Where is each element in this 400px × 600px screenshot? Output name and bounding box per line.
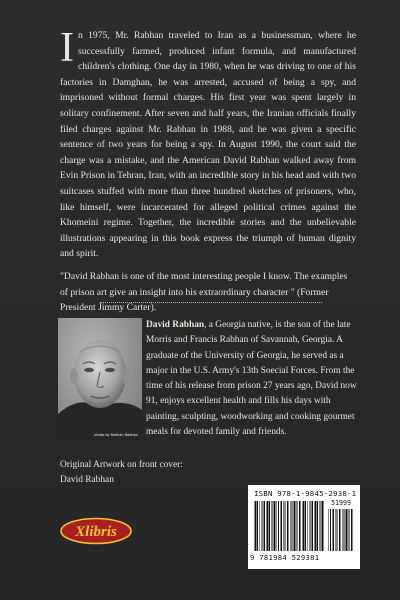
barcode-bar (254, 501, 255, 551)
barcode-bar (349, 509, 350, 551)
barcode-bar (278, 501, 279, 551)
barcode-bar (294, 501, 296, 551)
barcode-bar (317, 501, 319, 551)
synopsis-text: n 1975, Mr. Rabhan traveled to Iran as a businessman, where he successfully farmed, produced infant formula, and manufactured children's clothing. One day in 1980, when he was driving to one of his factories in Damghan, he was arrested, accused of being a spy, and imprisoned without formal charges. His first year was spent largely in solitary confinement. After seven and half years, the Iranian officials finally filed charges against Mr. Rabhan in 1988, and he was given a specific sentence of two years for being a spy. In August 1990, the court said the charge was a mistake, and the American David Rabhan walked away from Evin Prison in Tehran, Iran, with an incredible story in his head and with two suitcases stuffed with more than three hundred sketches of prisoners, who, like himself, were incarcerated for alleged political crimes against the Khomeini regime. Together, the incredible stories and the unbelievable illustrations appearing in this book express the triumph of human dignity and spirit. (60, 30, 356, 260)
barcode-bar (264, 501, 266, 551)
barcode-bar (273, 501, 274, 551)
barcode-bar (299, 501, 301, 551)
author-portrait-icon (58, 318, 142, 440)
barcode-bar (262, 501, 263, 551)
barcode-bar (257, 501, 259, 551)
endorsement-quote: "David Rabhan is one of the most interesting people I know. The examples of prison art give an insight into his extraordinary character " (Former President Jimmy Carter). (60, 271, 348, 313)
barcode-bar (315, 501, 316, 551)
synopsis-paragraph (60, 25, 356, 262)
author-bio (146, 318, 358, 440)
author-bio-text: , a Georgia native, is the son of the late Morris and Francis Rabhan of Savannah, Georgia. A graduate of the University of Georgia, he served as a major in the U.S. Army's 13th Soecial Forces. From the time of his release from prison 27 years ago, David now 91, enjoys excellent health and fills his days with painting, sculpting, woodworking and cooking gourmet meals for devoted family and friends. (146, 320, 357, 438)
price-code: 51999 (331, 499, 351, 507)
barcode-bar (266, 501, 267, 551)
barcode-bar (337, 509, 338, 551)
barcode-bar (255, 501, 256, 551)
barcode-bar (287, 501, 289, 551)
barcode-bar (346, 509, 348, 551)
barcode-bar (276, 501, 277, 551)
barcode-bar (274, 501, 276, 551)
barcode-bar (260, 501, 261, 551)
barcode-bar (348, 509, 349, 551)
barcode-bar (297, 501, 298, 551)
artwork-credit-line2: David Rabhan (60, 475, 114, 485)
publisher-name: Xlibris (75, 524, 117, 540)
barcode-bar (344, 509, 345, 551)
xlibris-logo-icon (60, 517, 132, 545)
dotted-divider (100, 302, 322, 303)
photo-credit: photo by Nathan Rabhan (94, 433, 138, 437)
ean-number: 9 781984 529381 (250, 553, 320, 562)
barcode-bar (330, 509, 331, 551)
barcode-bar (314, 501, 315, 551)
barcode-bar (312, 501, 314, 551)
barcode-bar (335, 509, 336, 551)
barcode-bar (269, 501, 271, 551)
drop-cap: I (60, 25, 74, 71)
author-photo (58, 318, 142, 440)
barcode-bar (351, 509, 353, 551)
artwork-credit (60, 458, 260, 488)
barcode-bar (322, 501, 324, 551)
addon-barcode-bars (328, 509, 354, 551)
barcode-bar (303, 501, 304, 551)
barcode-bar (271, 501, 272, 551)
barcode-bar (342, 509, 343, 551)
barcode-bar (302, 501, 303, 551)
isbn-label: ISBN 978-1-9845-2938-1 (254, 489, 357, 498)
author-name: David Rabhan (146, 320, 205, 330)
barcode-bar (296, 501, 297, 551)
barcode-bar (310, 501, 311, 551)
publisher-logo (60, 517, 132, 545)
barcode-bar (292, 501, 293, 551)
barcode-bar (319, 501, 320, 551)
barcode-bar (333, 509, 335, 551)
ean-barcode-bars (254, 501, 324, 551)
barcode-bar (267, 501, 268, 551)
barcode-bar (285, 501, 286, 551)
barcode-bar (281, 501, 283, 551)
barcode-bar (305, 501, 307, 551)
artwork-credit-line1: Original Artwork on front cover: (60, 460, 183, 470)
barcode-bar (283, 501, 284, 551)
isbn-barcode (248, 485, 360, 569)
barcode-bar (321, 501, 322, 551)
barcode-bar (339, 509, 341, 551)
barcode-bar (290, 501, 291, 551)
barcode-bar (328, 509, 329, 551)
barcode-bar (308, 501, 309, 551)
